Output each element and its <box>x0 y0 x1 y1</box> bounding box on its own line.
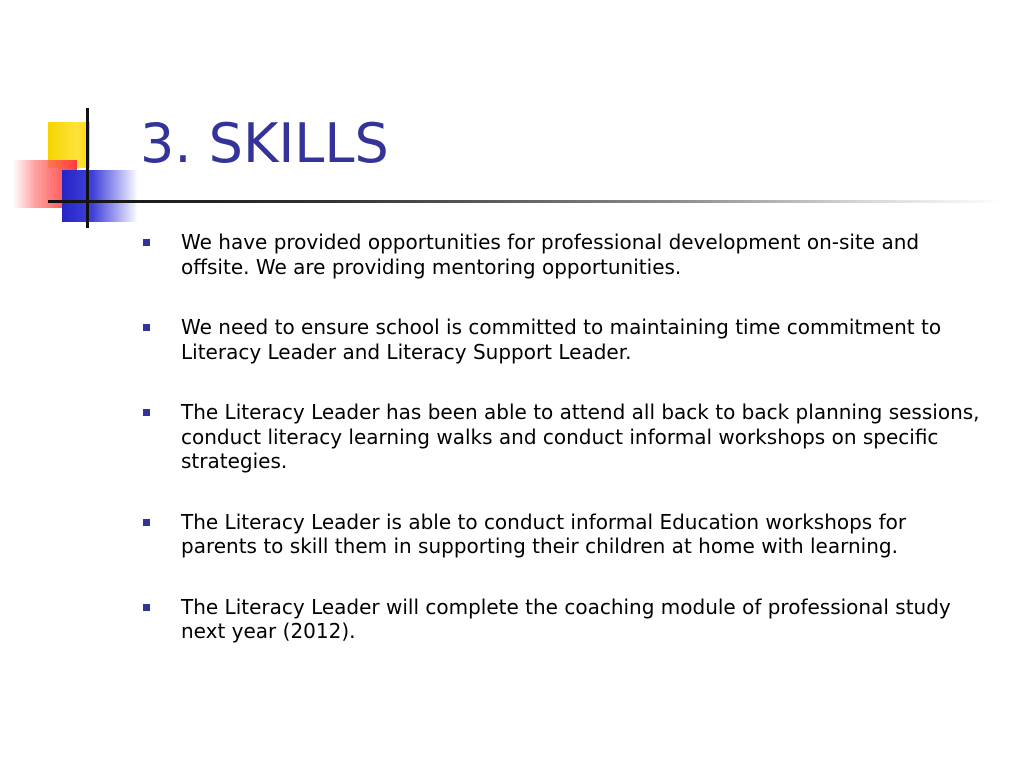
bullet-text: The Literacy Leader is able to conduct informal Education workshops for parents to skill them in supporting their children at home with learning. <box>181 509 907 558</box>
bullet-text: The Literacy Leader has been able to attend all back to back planning sessions, conduct literacy learning walks and conduct informal workshops on specific strategies. <box>181 400 980 473</box>
square-bullet-icon <box>143 604 150 611</box>
bullet-text: We need to ensure school is committed to maintaining time commitment to Literacy Leader and Literacy Support Leader. <box>181 315 942 364</box>
bullet-text: The Literacy Leader will complete the coaching module of professional study next year (2012). <box>181 594 951 643</box>
bullet-item <box>140 400 985 474</box>
decorative-vertical-line <box>86 108 89 228</box>
bullet-item <box>140 315 985 364</box>
slide-title: 3. SKILLS <box>140 112 389 175</box>
square-bullet-icon <box>143 324 150 331</box>
bullet-text: We have provided opportunities for professional development on-site and offsite. We are providing mentoring opportunities. <box>181 230 920 279</box>
bullet-item <box>140 510 985 559</box>
bullet-item <box>140 230 985 279</box>
decorative-blue-square <box>62 170 138 222</box>
square-bullet-icon <box>143 519 150 526</box>
title-underline-rule <box>48 200 1006 203</box>
square-bullet-icon <box>143 409 150 416</box>
bullet-list <box>140 230 985 680</box>
bullet-item <box>140 595 985 644</box>
square-bullet-icon <box>143 239 150 246</box>
